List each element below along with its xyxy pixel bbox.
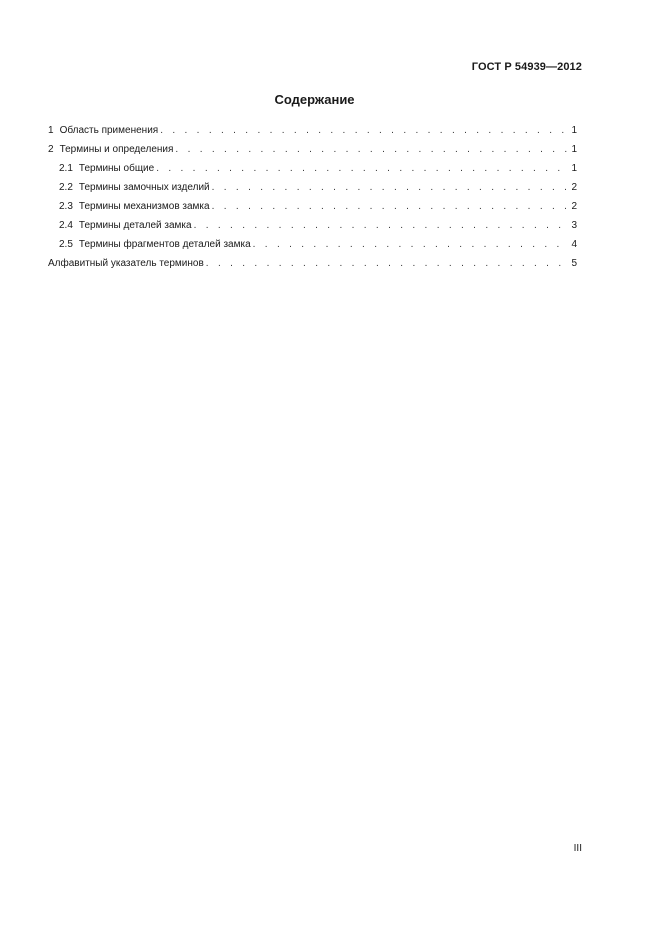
table-of-contents — [48, 121, 577, 273]
toc-entry-label: Термины механизмов замка — [78, 201, 210, 212]
toc-entry-number: 2.1 — [59, 163, 73, 174]
toc-entry-number: 2 — [48, 144, 54, 155]
toc-entry-label: Термины деталей замка — [78, 220, 192, 231]
toc-leader-dots — [160, 121, 569, 140]
toc-entry-number: 2.4 — [59, 220, 73, 231]
toc-entry-label: Термины фрагментов деталей замка — [78, 239, 251, 250]
toc-entry-label: Термины и определения — [59, 144, 174, 155]
toc-entry[interactable] — [48, 197, 577, 216]
toc-entry[interactable] — [48, 159, 577, 178]
toc-entry-page: 2 — [571, 201, 577, 212]
toc-entry-label: Термины замочных изделий — [78, 182, 210, 193]
toc-entry-page: 1 — [571, 144, 577, 155]
toc-entry-number: 2.3 — [59, 201, 73, 212]
toc-entry-page: 1 — [571, 163, 577, 174]
standard-number: ГОСТ Р 54939—2012 — [471, 61, 582, 73]
toc-leader-dots — [175, 140, 569, 159]
toc-leader-dots — [206, 254, 570, 273]
toc-entry-page: 4 — [571, 239, 577, 250]
toc-entry-label: Термины общие — [78, 163, 155, 174]
toc-entry[interactable] — [48, 121, 577, 140]
toc-entry-page: 3 — [571, 220, 577, 231]
toc-leader-dots — [253, 235, 570, 254]
page-number: III — [573, 843, 582, 854]
toc-entry-label: Область применения — [59, 125, 159, 136]
toc-entry[interactable] — [48, 254, 577, 273]
toc-entry-page: 1 — [571, 125, 577, 136]
toc-entry-number: 1 — [48, 125, 54, 136]
toc-entry-page: 5 — [571, 258, 577, 269]
toc-entry-label: Алфавитный указатель терминов — [48, 258, 204, 269]
toc-entry-number: 2.5 — [59, 239, 73, 250]
toc-leader-dots — [194, 216, 570, 235]
toc-entry[interactable] — [48, 235, 577, 254]
toc-entry-page: 2 — [571, 182, 577, 193]
toc-leader-dots — [212, 178, 570, 197]
toc-leader-dots — [156, 159, 569, 178]
toc-entry[interactable] — [48, 178, 577, 197]
toc-title: Содержание — [274, 92, 355, 107]
toc-entry[interactable] — [48, 140, 577, 159]
toc-leader-dots — [212, 197, 570, 216]
toc-entry[interactable] — [48, 216, 577, 235]
toc-entry-number: 2.2 — [59, 182, 73, 193]
